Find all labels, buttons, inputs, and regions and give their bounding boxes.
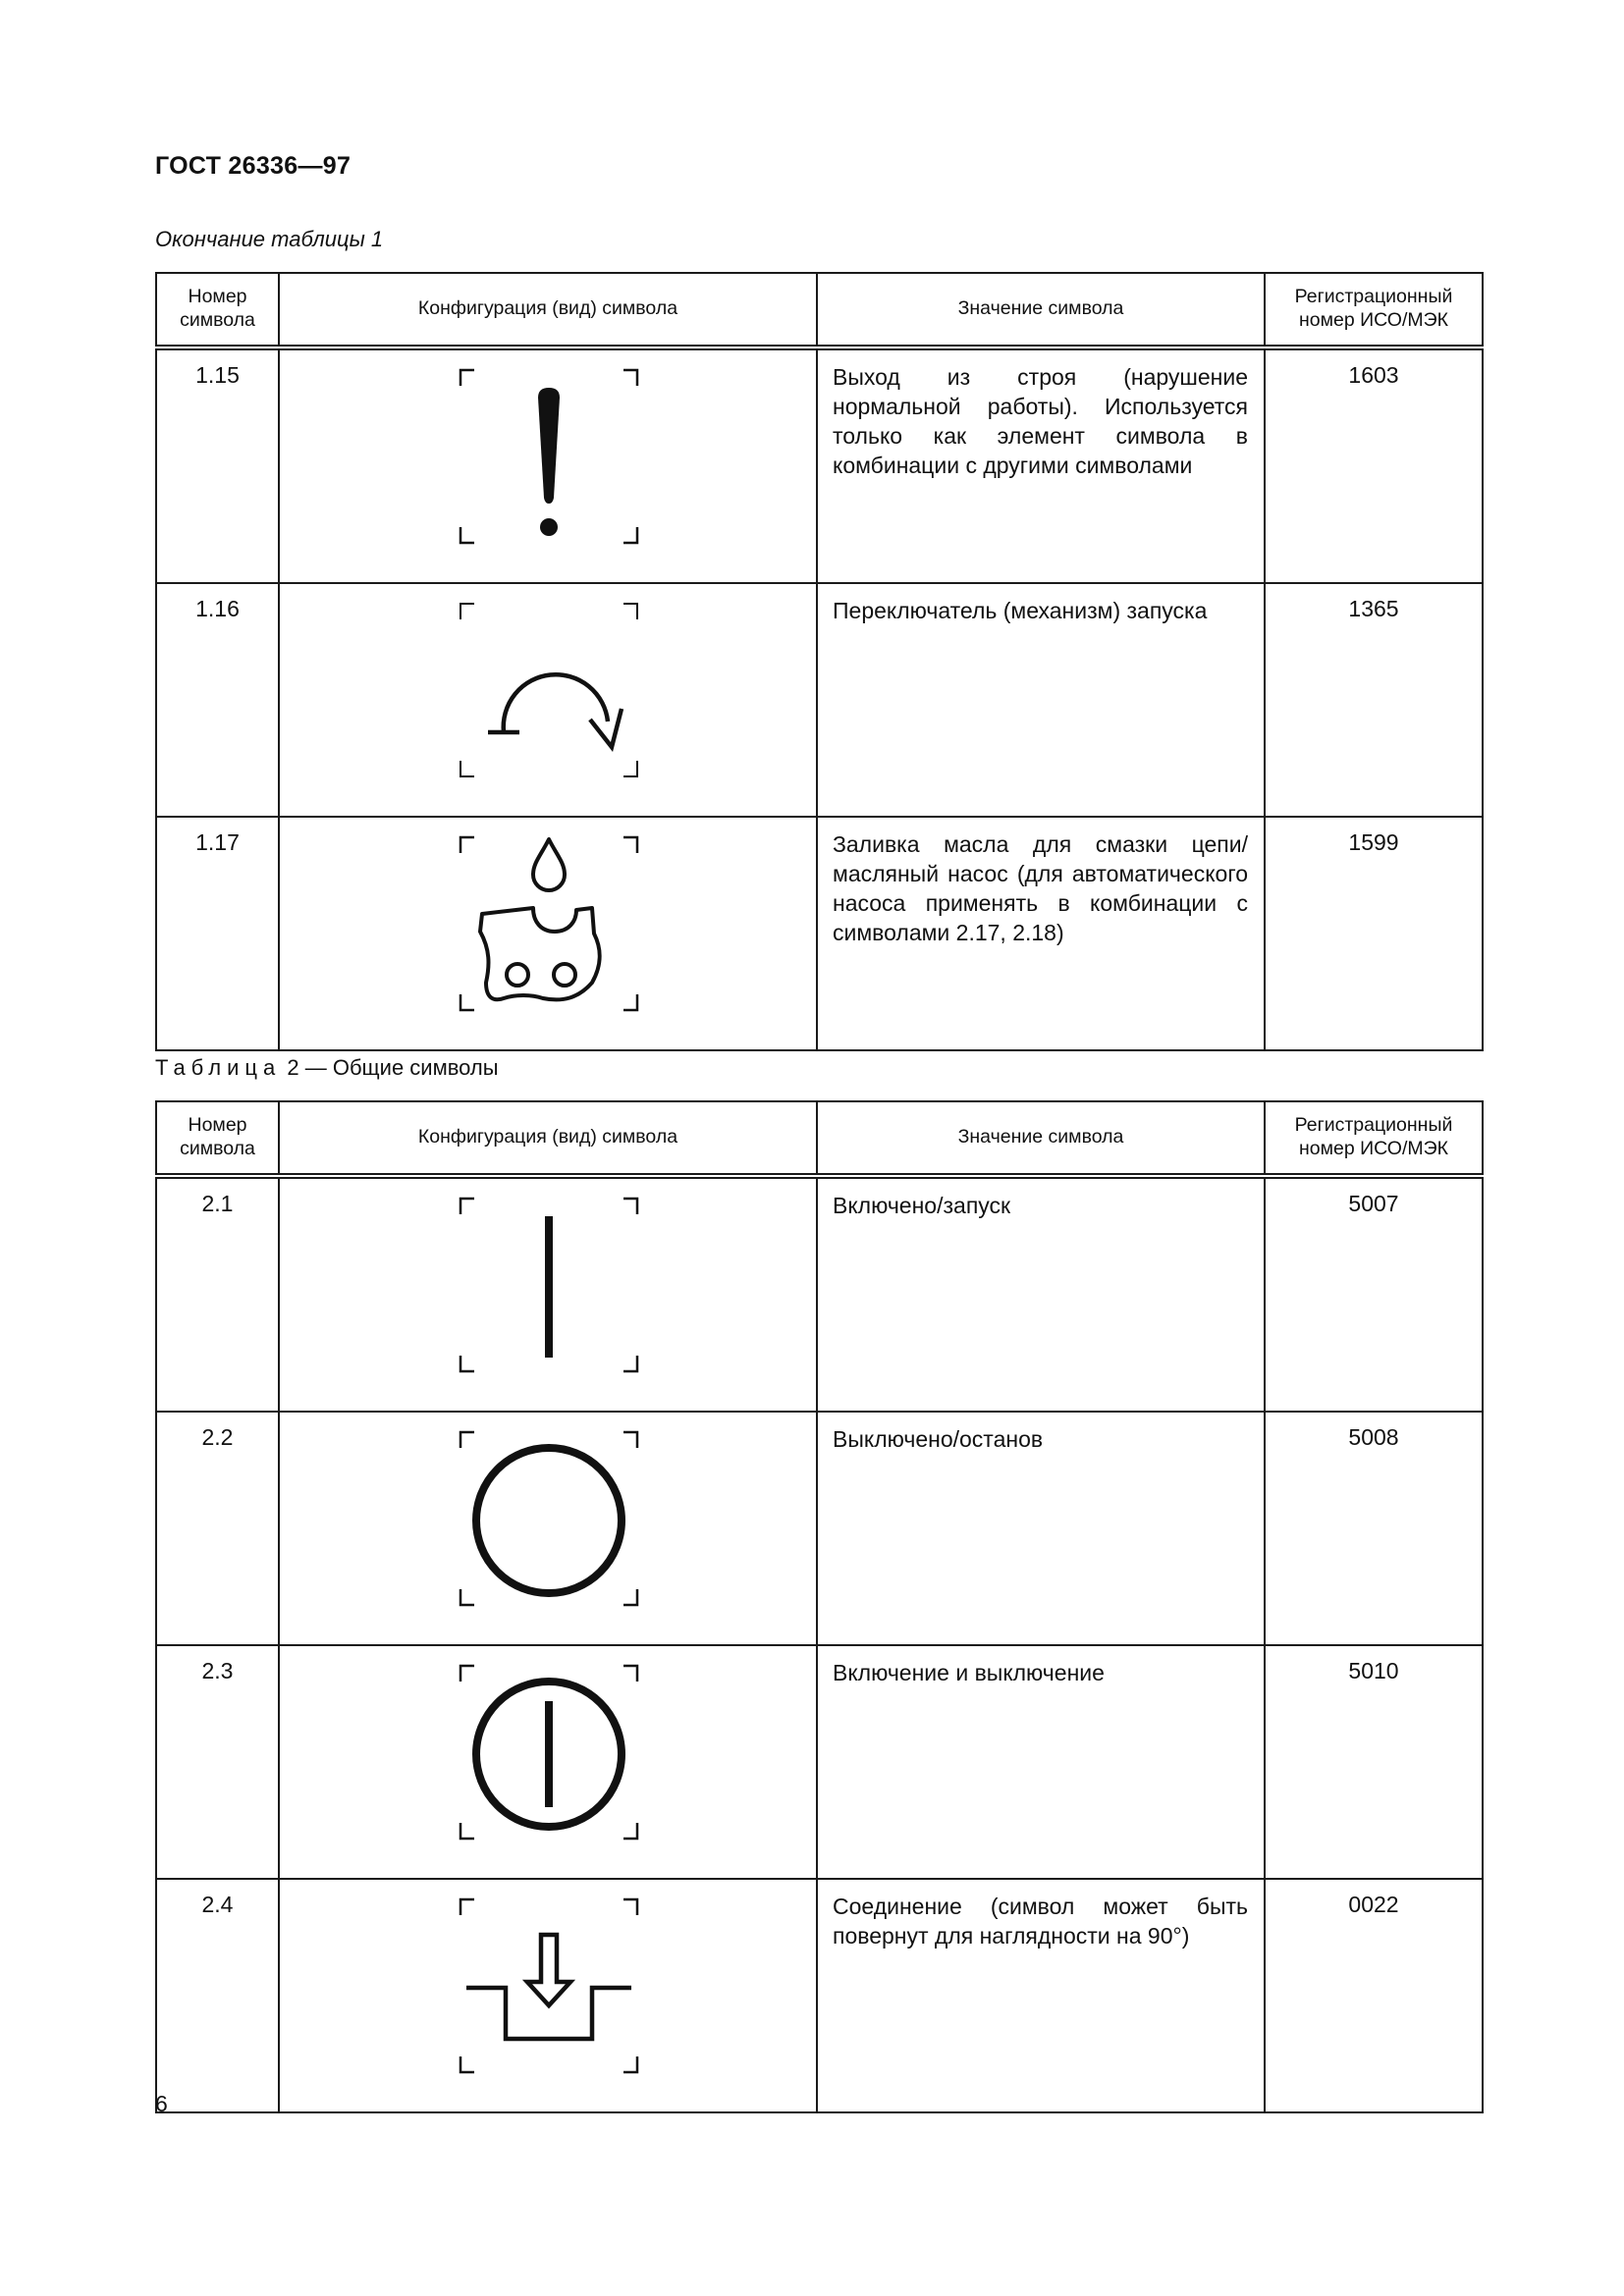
table-row [156, 1879, 1483, 2112]
symbol-number: 2.4 [156, 1879, 279, 2112]
symbol-meaning: Заливка масла для смазки цепи/масляный насос (для автоматического насоса применять в комбинации с символами 2.17, 2.18) [817, 817, 1265, 1050]
table-row [156, 1176, 1483, 1412]
table-1 [155, 272, 1484, 1051]
symbol-number: 1.16 [156, 583, 279, 817]
power-on-line-icon [280, 1179, 818, 1399]
page-number: 6 [155, 2091, 168, 2116]
symbol-meaning: Выключено/останов [817, 1412, 1265, 1645]
symbol-meaning: Выход из строя (нарушение нормальной работы). Используется только как элемент символа в комбинации с другими символами [817, 347, 1265, 583]
starter-arc-arrow-icon [280, 584, 818, 804]
symbol-configuration [279, 1879, 817, 2112]
table-2 [155, 1100, 1484, 2113]
table-2-caption [155, 1055, 499, 1081]
symbol-configuration [279, 1176, 817, 1412]
symbol-number: 1.15 [156, 347, 279, 583]
symbol-configuration [279, 347, 817, 583]
header-registration: Регистрационный номер ИСО/МЭК [1265, 273, 1483, 347]
document-header: ГОСТ 26336—97 [155, 152, 352, 180]
table-2-caption-title: 2 — Общие символы [281, 1055, 499, 1080]
header-registration: Регистрационный номер ИСО/МЭК [1265, 1101, 1483, 1176]
symbol-configuration [279, 1412, 817, 1645]
table-row [156, 347, 1483, 583]
header-meaning: Значение символа [817, 273, 1265, 347]
symbol-meaning: Соединение (символ может быть повернут для наглядности на 90°) [817, 1879, 1265, 2112]
oil-drop-chain-icon [280, 818, 818, 1038]
registration-number: 5008 [1265, 1412, 1483, 1645]
table-row [156, 583, 1483, 817]
header-number: Номер символа [156, 1101, 279, 1176]
symbol-configuration [279, 1645, 817, 1879]
registration-number: 1365 [1265, 583, 1483, 817]
symbol-number: 1.17 [156, 817, 279, 1050]
symbol-number: 2.3 [156, 1645, 279, 1879]
registration-number: 5007 [1265, 1176, 1483, 1412]
power-on-off-icon [280, 1646, 818, 1866]
symbol-meaning: Включение и выключение [817, 1645, 1265, 1879]
table-row [156, 1412, 1483, 1645]
symbol-number: 2.2 [156, 1412, 279, 1645]
symbol-configuration [279, 583, 817, 817]
registration-number: 1599 [1265, 817, 1483, 1050]
table-header-row [156, 1101, 1483, 1176]
table-row [156, 1645, 1483, 1879]
table-1-caption: Окончание таблицы 1 [155, 227, 384, 251]
table-header-row [156, 273, 1483, 347]
table-2-caption-label: Таблица [155, 1055, 282, 1080]
registration-number: 1603 [1265, 347, 1483, 583]
symbol-configuration [279, 817, 817, 1050]
header-number: Номер символа [156, 273, 279, 347]
power-off-circle-icon [280, 1413, 818, 1632]
symbol-number: 2.1 [156, 1176, 279, 1412]
registration-number: 5010 [1265, 1645, 1483, 1879]
symbol-meaning: Включено/запуск [817, 1176, 1265, 1412]
symbol-meaning: Переключатель (механизм) запуска [817, 583, 1265, 817]
header-configuration: Конфигурация (вид) символа [279, 1101, 817, 1176]
exclamation-icon [280, 350, 818, 570]
table-row [156, 817, 1483, 1050]
header-configuration: Конфигурация (вид) символа [279, 273, 817, 347]
connection-arrow-icon [280, 1880, 818, 2100]
header-meaning: Значение символа [817, 1101, 1265, 1176]
registration-number: 0022 [1265, 1879, 1483, 2112]
